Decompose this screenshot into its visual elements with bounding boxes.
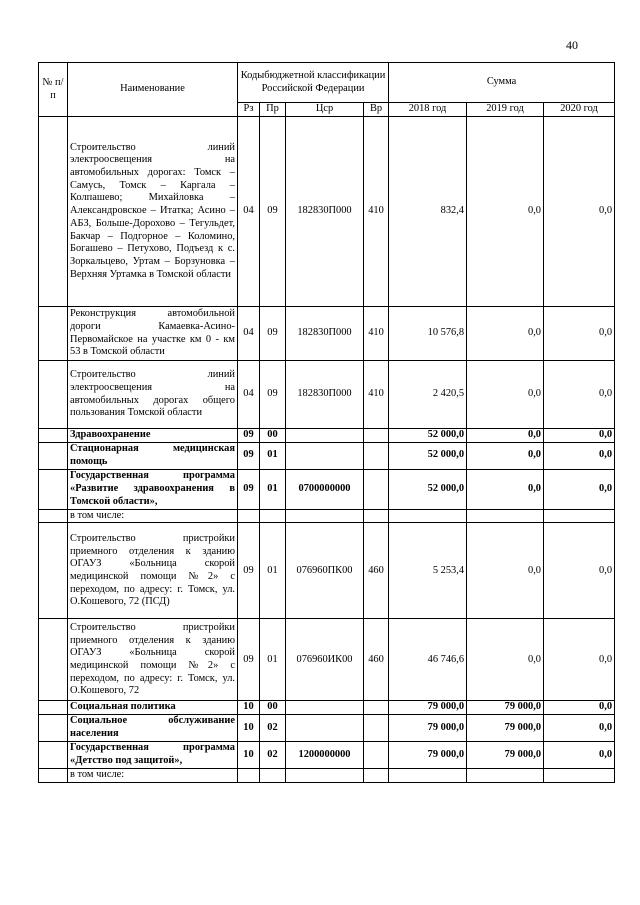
row-csr bbox=[286, 442, 364, 469]
row-csr: 182830П000 bbox=[286, 307, 364, 361]
row-2019: 0,0 bbox=[467, 469, 544, 509]
header-codes: Кодыбюджетной классификации Российской Федерации bbox=[238, 63, 389, 103]
row-name: Строительство пристройки приемного отделения к зданию ОГАУЗ «Больница скорой медицинской помощи №2» с переходом, по адресу: г. Томск, ул. О.Кошевого, 72 bbox=[68, 619, 238, 701]
row-note: в том числе: bbox=[68, 509, 238, 523]
row-2020: 0,0 bbox=[544, 442, 615, 469]
row-rz: 10 bbox=[238, 742, 260, 769]
table-row bbox=[39, 715, 615, 742]
header-rz: Рз bbox=[238, 103, 260, 117]
row-pr: 02 bbox=[260, 742, 286, 769]
table-row bbox=[39, 469, 615, 509]
row-vr bbox=[364, 442, 389, 469]
row-name: Социальная политика bbox=[68, 701, 238, 715]
table-row bbox=[39, 619, 615, 701]
row-csr: 182830П000 bbox=[286, 117, 364, 307]
row-rz: 09 bbox=[238, 429, 260, 443]
row-2019: 0,0 bbox=[467, 442, 544, 469]
row-name: Строительство линий электроосвещения на автомобильных дорогах общего пользования Томской области bbox=[68, 361, 238, 429]
row-2020: 0,0 bbox=[544, 523, 615, 619]
row-pr: 09 bbox=[260, 117, 286, 307]
row-vr: 410 bbox=[364, 307, 389, 361]
row-2020: 0,0 bbox=[544, 469, 615, 509]
row-rz: 09 bbox=[238, 523, 260, 619]
row-rz: 04 bbox=[238, 361, 260, 429]
row-2018: 832,4 bbox=[389, 117, 467, 307]
row-name: Социальное обслуживание населения bbox=[68, 715, 238, 742]
row-pr: 02 bbox=[260, 715, 286, 742]
header-pr: Пр bbox=[260, 103, 286, 117]
row-2018: 52 000,0 bbox=[389, 429, 467, 443]
row-vr bbox=[364, 469, 389, 509]
row-2018: 46 746,6 bbox=[389, 619, 467, 701]
row-2019: 0,0 bbox=[467, 307, 544, 361]
row-rz: 04 bbox=[238, 117, 260, 307]
header-vr: Вр bbox=[364, 103, 389, 117]
row-2018: 79 000,0 bbox=[389, 701, 467, 715]
row-vr: 460 bbox=[364, 619, 389, 701]
row-2020: 0,0 bbox=[544, 429, 615, 443]
row-rz: 04 bbox=[238, 307, 260, 361]
row-name: Государственная программа «Детство под защитой», bbox=[68, 742, 238, 769]
row-pr: 01 bbox=[260, 523, 286, 619]
header-sum: Сумма bbox=[389, 63, 615, 103]
row-2019: 79 000,0 bbox=[467, 715, 544, 742]
row-csr: 076960ПК00 bbox=[286, 523, 364, 619]
row-2020: 0,0 bbox=[544, 701, 615, 715]
row-2019: 0,0 bbox=[467, 523, 544, 619]
header-name: Наименование bbox=[68, 63, 238, 117]
row-2019: 0,0 bbox=[467, 429, 544, 443]
row-2020: 0,0 bbox=[544, 715, 615, 742]
table-row bbox=[39, 361, 615, 429]
row-2019: 0,0 bbox=[467, 117, 544, 307]
row-2018: 79 000,0 bbox=[389, 742, 467, 769]
table-row bbox=[39, 769, 615, 783]
header-2020: 2020 год bbox=[544, 103, 615, 117]
row-2018: 5 253,4 bbox=[389, 523, 467, 619]
row-pr: 00 bbox=[260, 429, 286, 443]
row-rz: 09 bbox=[238, 442, 260, 469]
row-rz: 10 bbox=[238, 715, 260, 742]
row-vr: 410 bbox=[364, 361, 389, 429]
row-csr bbox=[286, 715, 364, 742]
row-csr: 1200000000 bbox=[286, 742, 364, 769]
row-name: Здравоохранение bbox=[68, 429, 238, 443]
table-row bbox=[39, 701, 615, 715]
row-csr: 182830П000 bbox=[286, 361, 364, 429]
table-row bbox=[39, 429, 615, 443]
row-rz: 09 bbox=[238, 469, 260, 509]
row-name: Строительство пристройки приемного отделения к зданию ОГАУЗ «Больница скорой медицинской помощи №2» с переходом, по адресу: г. Томск, ул. О.Кошевого, 72 (ПСД) bbox=[68, 523, 238, 619]
row-vr bbox=[364, 715, 389, 742]
row-2018: 52 000,0 bbox=[389, 442, 467, 469]
row-rz: 09 bbox=[238, 619, 260, 701]
row-note: в том числе: bbox=[68, 769, 238, 783]
row-pr: 09 bbox=[260, 361, 286, 429]
row-2018: 79 000,0 bbox=[389, 715, 467, 742]
header-csr: Цср bbox=[286, 103, 364, 117]
row-pr: 00 bbox=[260, 701, 286, 715]
header-2018: 2018 год bbox=[389, 103, 467, 117]
row-2018: 52 000,0 bbox=[389, 469, 467, 509]
row-rz: 10 bbox=[238, 701, 260, 715]
row-vr bbox=[364, 742, 389, 769]
row-2020: 0,0 bbox=[544, 307, 615, 361]
table-row bbox=[39, 742, 615, 769]
row-2019: 79 000,0 bbox=[467, 701, 544, 715]
row-name: Государственная программа «Развитие здравоохранения в Томской области», bbox=[68, 469, 238, 509]
row-vr bbox=[364, 701, 389, 715]
row-pr: 01 bbox=[260, 619, 286, 701]
row-vr: 410 bbox=[364, 117, 389, 307]
row-2018: 10 576,8 bbox=[389, 307, 467, 361]
table-row bbox=[39, 442, 615, 469]
header-2019: 2019 год bbox=[467, 103, 544, 117]
row-2020: 0,0 bbox=[544, 742, 615, 769]
row-vr bbox=[364, 429, 389, 443]
header-num: № п/п bbox=[39, 63, 68, 117]
table-row bbox=[39, 117, 615, 307]
row-2019: 79 000,0 bbox=[467, 742, 544, 769]
row-2019: 0,0 bbox=[467, 619, 544, 701]
row-pr: 09 bbox=[260, 307, 286, 361]
row-vr: 460 bbox=[364, 523, 389, 619]
row-name: Реконструкция автомобильной дороги Камаевка-Асино-Первомайское на участке км 0 - км 53 в Томской области bbox=[68, 307, 238, 361]
row-name: Стационарная медицинская помощь bbox=[68, 442, 238, 469]
row-2019: 0,0 bbox=[467, 361, 544, 429]
row-csr bbox=[286, 429, 364, 443]
row-2020: 0,0 bbox=[544, 117, 615, 307]
row-pr: 01 bbox=[260, 469, 286, 509]
table-row bbox=[39, 509, 615, 523]
row-name: Строительство линий электроосвещения на автомобильных дорогах: Томск – Самусь, Томск – Каргала – Колпашево; Михайловка – Александровское – Итатка; Асино – АБЗ, Больше-Дорохово – Тегульдет, Бакчар – Подгорное – Коломино, Богашево – Петухово, Подъезд к с. Зоркальцево, Уртам – Борзуновка – Верхняя Уртамка в Томской области bbox=[68, 117, 238, 307]
row-csr bbox=[286, 701, 364, 715]
row-csr: 076960ИК00 bbox=[286, 619, 364, 701]
row-2020: 0,0 bbox=[544, 619, 615, 701]
table-row bbox=[39, 307, 615, 361]
table-row bbox=[39, 523, 615, 619]
row-pr: 01 bbox=[260, 442, 286, 469]
row-2020: 0,0 bbox=[544, 361, 615, 429]
page-number: 40 bbox=[566, 38, 578, 52]
row-csr: 0700000000 bbox=[286, 469, 364, 509]
budget-table bbox=[38, 62, 615, 783]
row-2018: 2 420,5 bbox=[389, 361, 467, 429]
